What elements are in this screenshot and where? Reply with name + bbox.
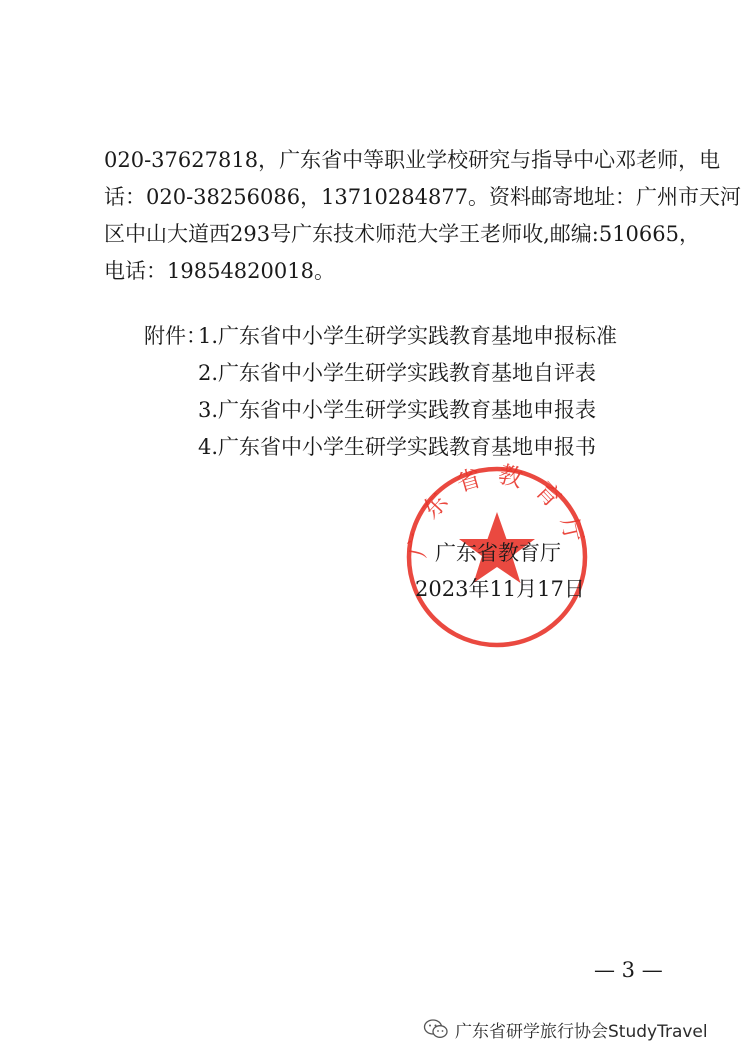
signature-org: 广东省教育厅 bbox=[435, 541, 561, 565]
svg-text:广东省教育厅: 广东省教育厅 bbox=[403, 462, 591, 560]
attachments-label: 附件： bbox=[144, 324, 207, 348]
body-line-1: 020-37627818，广东省中等职业学校研究与指导中心邓老师，电 bbox=[104, 148, 721, 172]
watermark-text: 广东省研学旅行协会StudyTravel bbox=[455, 1021, 708, 1042]
wechat-icon bbox=[423, 1018, 449, 1040]
body-line-3: 区中山大道西293号广东技术师范大学王老师收,邮编:510665， bbox=[104, 222, 700, 246]
attachment-item-3: 3.广东省中小学生研学实践教育基地申报表 bbox=[198, 398, 597, 422]
signature-date: 2023年11月17日 bbox=[415, 577, 585, 601]
attachment-item-1: 1.广东省中小学生研学实践教育基地申报标准 bbox=[198, 324, 618, 348]
body-line-4: 电话：19854820018。 bbox=[104, 259, 335, 283]
attachment-item-2: 2.广东省中小学生研学实践教育基地自评表 bbox=[198, 361, 597, 385]
page-number: — 3 — bbox=[594, 958, 663, 982]
body-line-2: 话：020-38256086，13710284877。资料邮寄地址：广州市天河 bbox=[104, 185, 742, 209]
watermark bbox=[423, 1016, 708, 1042]
attachment-item-4: 4.广东省中小学生研学实践教育基地申报书 bbox=[198, 435, 597, 459]
